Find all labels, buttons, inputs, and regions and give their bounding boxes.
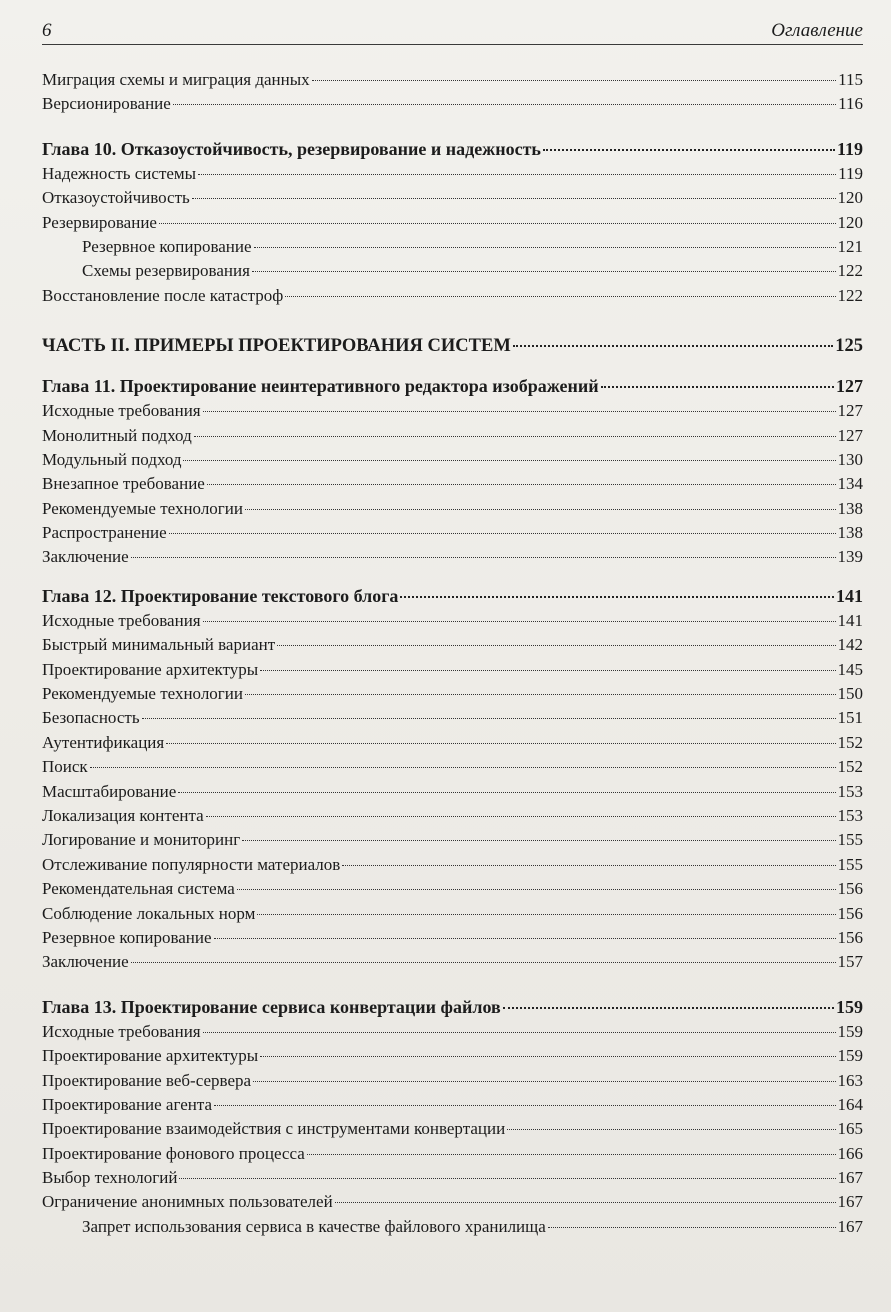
toc-entry-title: Исходные требования [42,610,201,630]
dot-leader [260,670,835,671]
toc-chapter-entry [42,139,863,164]
dot-leader [254,247,836,248]
toc-page-number: 153 [837,805,863,825]
toc-entry [42,684,863,708]
toc-page-number: 119 [838,163,863,183]
toc-page-number: 138 [837,498,863,518]
toc-page-number: 125 [835,336,863,357]
toc-page-number: 116 [838,94,863,114]
toc-entry [42,708,863,732]
toc-part-entry [42,336,863,362]
toc-entry [42,1144,863,1168]
toc-page-number: 163 [837,1070,863,1090]
toc-entry [42,1095,863,1119]
dot-leader [601,386,834,388]
toc-page-number: 142 [837,635,863,655]
toc-entry [42,1046,863,1070]
toc-spacer [42,119,863,139]
toc-entry-title: Проектирование веб-сервера [42,1070,252,1090]
toc-page-number: 119 [836,138,863,159]
toc-entry [42,1192,863,1216]
toc-page-number: 120 [837,212,863,232]
toc-page-number: 159 [837,1021,863,1041]
toc-entry-title: Проектирование архитектуры [42,659,259,679]
toc-entry [42,1071,863,1095]
dot-leader [206,816,836,817]
toc-page-number: 115 [838,70,863,89]
toc-entry [42,660,863,684]
toc-page-number: 152 [837,757,863,777]
toc-entry-title: Логирование и мониторинг [42,830,241,850]
running-header [42,18,863,45]
toc-entry [42,94,863,118]
toc-entry-title: Проектирование архитектуры [42,1046,259,1066]
dot-leader [285,296,835,297]
dot-leader [203,1032,836,1033]
toc-entry [42,904,863,928]
toc-entry-title: Резервирование [42,212,157,232]
toc-entry [42,523,863,547]
dot-leader [543,149,835,151]
toc-page-number: 145 [837,659,863,679]
toc-entry [42,401,863,425]
toc-page-number: 141 [836,585,863,606]
toc-entry-title: Выбор технологий [42,1168,178,1188]
toc-page-number: 134 [837,474,863,494]
toc-page-number: 156 [837,903,863,923]
toc-entry-title: Аутентификация [42,732,165,752]
dot-leader [548,1227,836,1228]
toc-entry [42,164,863,188]
toc-entry [42,806,863,830]
toc-page-number: 164 [837,1094,863,1114]
table-of-contents [42,70,863,1241]
toc-entry [42,70,863,94]
toc-entry [42,426,863,450]
dot-leader [335,1202,836,1203]
dot-leader [252,271,836,272]
dot-leader [159,223,836,224]
toc-page-number: 127 [837,425,863,445]
dot-leader [203,411,836,412]
toc-entry-title: Рекомендуемые технологии [42,498,243,518]
dot-leader [192,198,836,199]
dot-leader [245,694,836,695]
toc-subsection-entry [42,237,863,261]
toc-entry-title: Отслеживание популярности материалов [42,854,341,874]
toc-entry-title: Версионирование [42,94,171,114]
toc-page-number: 159 [836,996,863,1017]
toc-page-number: 122 [837,285,863,305]
toc-spacer [42,572,863,586]
toc-entry-title: Проектирование фонового процесса [42,1143,305,1163]
toc-chapter-entry [42,997,863,1022]
toc-entry [42,855,863,879]
toc-entry [42,879,863,903]
toc-page-number: 153 [837,781,863,801]
toc-page-number: 156 [837,879,863,899]
toc-entry-title: Поиск [42,757,88,777]
toc-entry [42,286,863,310]
toc-page-number: 167 [837,1192,863,1212]
dot-leader [183,460,835,461]
toc-entry [42,547,863,571]
toc-entry-title: Соблюдение локальных норм [42,903,256,923]
dot-leader [214,938,836,939]
toc-entry [42,635,863,659]
dot-leader [142,718,836,719]
toc-page-number: 127 [837,401,863,421]
toc-page-number: 159 [837,1046,863,1066]
toc-entry [42,1168,863,1192]
toc-entry-title: Глава 12. Проектирование текстового блога [42,585,399,606]
toc-entry [42,188,863,212]
dot-leader [245,509,836,510]
toc-entry-title: Модульный подход [42,449,182,469]
toc-page-number: 139 [837,547,863,567]
dot-leader [242,840,835,841]
toc-entry-title: Масштабирование [42,781,177,801]
toc-entry-title: Проектирование агента [42,1094,213,1114]
dot-leader [173,104,836,105]
dot-leader [507,1129,835,1130]
toc-spacer [42,362,863,376]
toc-entry-title: Глава 13. Проектирование сервиса конвертации файлов [42,996,501,1017]
dot-leader [179,1178,835,1179]
toc-page-number: 155 [837,830,863,850]
toc-page-number: 167 [837,1216,863,1236]
toc-entry-title: Исходные требования [42,401,201,421]
toc-entry-title: Исходные требования [42,1021,201,1041]
toc-entry-title: Надежность системы [42,163,197,183]
section-title: Оглавление [771,20,863,41]
toc-entry-title: Распространение [42,523,167,543]
toc-page-number: 141 [837,610,863,630]
toc-page-number: 120 [837,188,863,208]
toc-page-number: 165 [837,1119,863,1139]
dot-leader [253,1081,835,1082]
toc-entry-title: Глава 10. Отказоустойчивость, резервирование и надежность [42,138,541,159]
toc-page-number: 138 [837,523,863,543]
dot-leader [400,596,834,598]
toc-chapter-entry [42,376,863,401]
dot-leader [207,484,836,485]
dot-leader [131,557,836,558]
dot-leader [194,436,836,437]
dot-leader [178,792,835,793]
toc-entry [42,1022,863,1046]
dot-leader [90,767,836,768]
toc-entry-title: Резервное копирование [82,236,252,256]
toc-entry [42,733,863,757]
toc-page-number: 167 [837,1168,863,1188]
toc-entry-title: Монолитный подход [42,425,192,445]
toc-entry [42,782,863,806]
toc-entry [42,450,863,474]
toc-chapter-entry [42,586,863,611]
dot-leader [214,1105,835,1106]
toc-subsection-entry [42,1217,863,1241]
toc-entry [42,757,863,781]
dot-leader [342,865,835,866]
toc-page-number: 121 [837,236,863,256]
toc-entry-title: Быстрый минимальный вариант [42,635,276,655]
toc-entry [42,928,863,952]
toc-page-number: 151 [837,708,863,728]
toc-page-number: 130 [837,449,863,469]
toc-page-number: 156 [837,927,863,947]
toc-entry-title: Заключение [42,547,129,567]
toc-entry [42,499,863,523]
page-number: 6 [42,20,52,41]
toc-page-number: 150 [837,684,863,704]
dot-leader [277,645,835,646]
dot-leader [307,1154,836,1155]
toc-entry [42,830,863,854]
dot-leader [260,1056,835,1057]
toc-page-number: 122 [837,261,863,281]
toc-entry-title: ЧАСТЬ II. ПРИМЕРЫ ПРОЕКТИРОВАНИЯ СИСТЕМ [42,336,511,357]
toc-entry-title: Рекомендательная система [42,879,235,899]
toc-entry [42,213,863,237]
toc-entry-title: Глава 11. Проектирование неинтеративного редактора изображений [42,376,599,397]
dot-leader [312,80,836,81]
toc-page-number: 155 [837,854,863,874]
toc-entry-title: Запрет использования сервиса в качестве файлового хранилища [82,1216,546,1236]
toc-entry-title: Отказоустойчивость [42,188,190,208]
toc-entry-title: Внезапное требование [42,474,205,494]
toc-page-number: 157 [837,952,863,972]
dot-leader [169,533,836,534]
toc-entry-title: Локализация контента [42,805,204,825]
toc-entry [42,1119,863,1143]
toc-entry [42,952,863,976]
toc-spacer [42,977,863,997]
dot-leader [513,345,833,347]
toc-entry [42,474,863,498]
toc-entry-title: Заключение [42,952,129,972]
toc-entry-title: Схемы резервирования [82,261,250,281]
toc-subsection-entry [42,261,863,285]
toc-entry-title: Резервное копирование [42,927,212,947]
toc-entry-title: Безопасность [42,708,140,728]
toc-entry [42,611,863,635]
toc-entry-title: Восстановление после катастроф [42,285,284,305]
dot-leader [203,621,836,622]
toc-page-number: 152 [837,732,863,752]
dot-leader [257,914,835,915]
toc-entry-title: Миграция схемы и миграция данных [42,70,310,89]
dot-leader [166,743,835,744]
toc-page-number: 166 [837,1143,863,1163]
toc-entry-title: Проектирование взаимодействия с инструментами конвертации [42,1119,506,1139]
toc-entry-title: Рекомендуемые технологии [42,684,243,704]
toc-entry-title: Ограничение анонимных пользователей [42,1192,333,1212]
toc-page-number: 127 [836,376,863,397]
dot-leader [237,889,836,890]
dot-leader [198,174,836,175]
dot-leader [503,1007,834,1009]
toc-spacer [42,310,863,336]
dot-leader [131,962,836,963]
